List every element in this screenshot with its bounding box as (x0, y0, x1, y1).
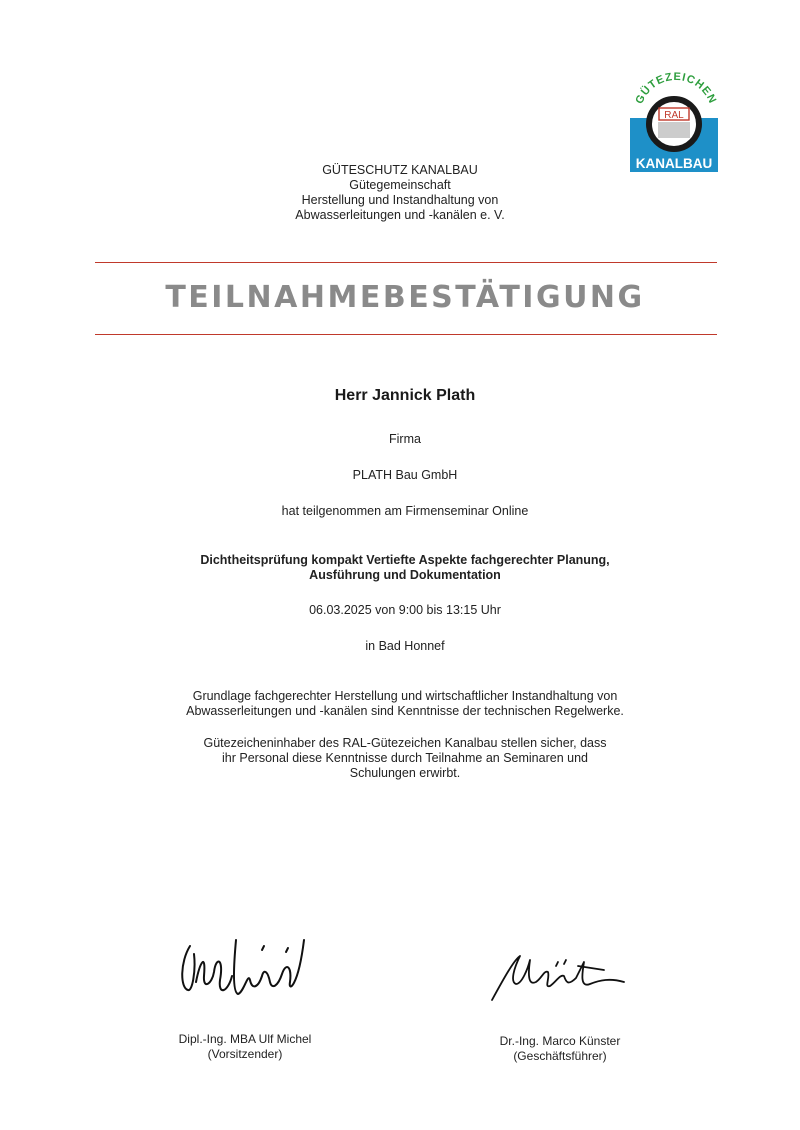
seminar-title (0, 553, 800, 583)
paragraph2-line-1: Gütezeicheninhaber des RAL-Gütezeichen Kanalbau stellen sicher, dass (203, 736, 607, 750)
document-title: TEILNAHMEBESTÄTIGUNG (165, 280, 645, 315)
logo-arc-text: GÜTEZEICHEN (633, 70, 719, 106)
seminar-title-line-1: Dichtheitsprüfung kompakt Vertiefte Aspekte fachgerechter Planung, (200, 553, 610, 567)
signatory-right (465, 1034, 655, 1064)
seminar-location: in Bad Honnef (365, 639, 445, 653)
signature-left (178, 932, 313, 1004)
seminar-title-line-2: Ausführung und Dokumentation (309, 568, 501, 582)
paragraph-seal-holders (0, 736, 800, 781)
org-line-1: GÜTESCHUTZ KANALBAU (322, 163, 478, 177)
org-line-3: Herstellung und Instandhaltung von (301, 193, 499, 207)
firma-label: Firma (389, 432, 421, 446)
paragraph-foundation (0, 689, 800, 719)
paragraph2-line-2: ihr Personal diese Kenntnisse durch Teilnahme an Seminaren und (222, 751, 588, 765)
participant-name: Herr Jannick Plath (334, 387, 476, 404)
signature-right (484, 948, 634, 1008)
organization-header (0, 163, 800, 223)
signatory-left-name: Dipl.-Ing. MBA Ulf Michel (178, 1032, 312, 1046)
logo-bottom-text: KANALBAU (635, 156, 713, 171)
participation-statement: hat teilgenommen am Firmenseminar Online (281, 504, 529, 518)
title-rule-bottom (95, 334, 717, 335)
signatory-right-name: Dr.-Ing. Marco Künster (499, 1034, 621, 1048)
seminar-date: 06.03.2025 von 9:00 bis 13:15 Uhr (309, 603, 501, 617)
paragraph1-line-1: Grundlage fachgerechter Herstellung und wirtschaftlicher Instandhaltung von (192, 689, 618, 703)
org-line-4: Abwasserleitungen und -kanälen e. V. (295, 208, 505, 222)
paragraph1-line-2: Abwasserleitungen und -kanälen sind Kenntnisse der technischen Regelwerke. (186, 704, 624, 718)
logo-ral: RAL (664, 110, 684, 121)
signatory-left-role: (Vorsitzender) (207, 1047, 283, 1061)
signatory-right-role: (Geschäftsführer) (513, 1049, 607, 1063)
org-line-2: Gütegemeinschaft (349, 178, 451, 192)
signatory-left (150, 1032, 340, 1062)
guetezeichen-kanalbau-logo (628, 70, 720, 174)
paragraph2-line-3: Schulungen erwirbt. (349, 766, 461, 780)
company-name: PLATH Bau GmbH (352, 468, 458, 482)
title-rule-top (95, 262, 717, 263)
